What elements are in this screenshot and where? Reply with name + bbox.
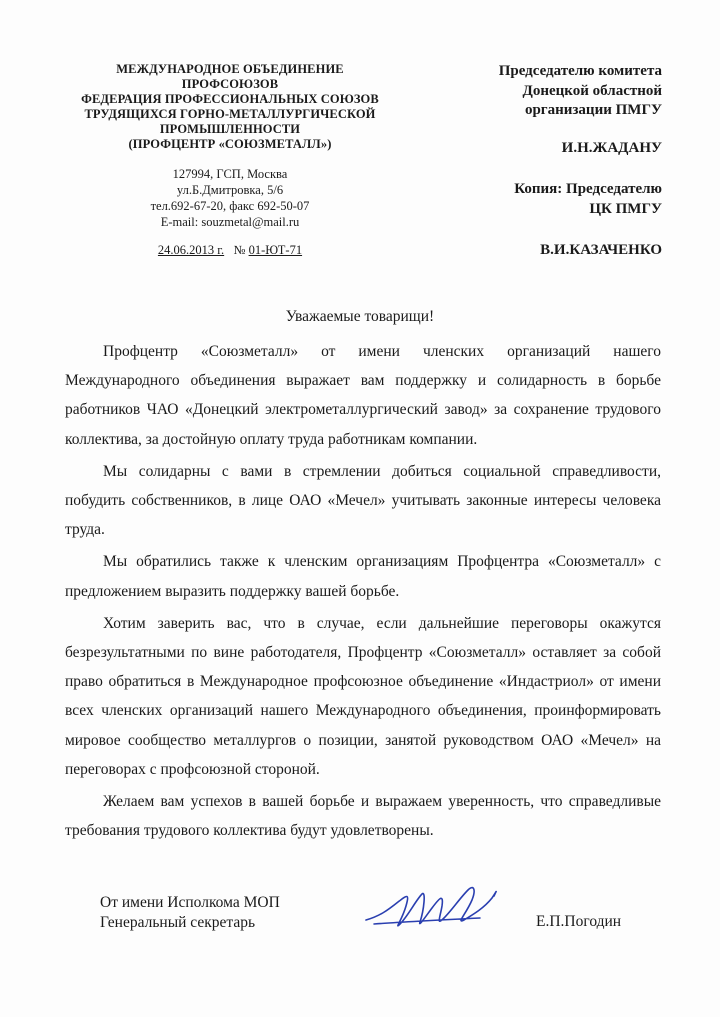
copy-line: Копия: Председателю xyxy=(514,181,662,197)
address-line: 127994, ГСП, Москва xyxy=(172,167,288,181)
addressee-name: И.Н.ЖАДАНУ xyxy=(561,139,662,156)
organization-name xyxy=(60,62,400,152)
org-name-line: ФЕДЕРАЦИЯ ПРОФЕССИОНАЛЬНЫХ СОЮЗОВ xyxy=(81,92,379,106)
org-name-line: ПРОФСОЮЗОВ xyxy=(181,77,279,91)
signatory-name: Е.П.Погодин xyxy=(536,913,622,930)
copy-line: ЦК ПМГУ xyxy=(589,200,662,217)
address-line: тел.692-67-20, факс 692-50-07 xyxy=(150,199,310,213)
document-date: 24.06.2013 г. xyxy=(157,243,225,257)
org-name-line: (ПРОФЦЕНТР «СОЮЗМЕТАЛЛ») xyxy=(128,137,332,151)
org-name-line: ПРОМЫШЛЕННОСТИ xyxy=(159,122,301,136)
letter-body xyxy=(65,337,661,848)
paragraph: Желаем вам успехов в вашей борьбе и выражаем уверенность, что справедливые требования трудового коллектива будут удовлетворены. xyxy=(65,793,661,840)
org-name-line: МЕЖДУНАРОДНОЕ ОБЪЕДИНЕНИЕ xyxy=(116,62,344,76)
document-reference xyxy=(60,242,400,258)
document-number: 01-ЮТ-71 xyxy=(248,243,303,257)
paragraph: Мы обратились также к членским организациям Профцентра «Союзметалл» с предложением выразить поддержку вашей борьбе. xyxy=(65,553,661,600)
addressee-block xyxy=(432,62,662,261)
paragraph: Хотим заверить вас, что в случае, если дальнейшие переговоры окажутся безрезультатными по вине работодателя, Профцентр «Союзметалл» оставляет за собой право обратиться в Международное профсоюзное объединение «Индастриол» от имени всех членских организаций нашего Международного объединения, проинформировать мировое сообщество металлургов о позиции, занятой руководством ОАО «Мечел» на переговорах с профсоюзной стороной. xyxy=(65,614,661,778)
copy-addressee-name: В.И.КАЗАЧЕНКО xyxy=(540,242,662,258)
addressee-line: организации ПМГУ xyxy=(524,102,662,118)
number-sign: № xyxy=(233,243,246,257)
addressee-line: Председателю комитета xyxy=(498,63,662,79)
email-line: E-mail: souzmetal@mail.ru xyxy=(160,215,300,229)
signature-stroke xyxy=(366,888,496,926)
signatory-line: Генеральный секретарь xyxy=(100,914,256,931)
org-name-line: ТРУДЯЩИХСЯ ГОРНО-МЕТАЛЛУРГИЧЕСКОЙ xyxy=(84,107,376,121)
addressee-line: Донецкой областной xyxy=(522,82,662,99)
organization-address xyxy=(60,166,400,230)
organization-header xyxy=(60,62,400,258)
signatory-line: От имени Исполкома МОП xyxy=(100,894,280,911)
paragraph: Мы солидарны с вами в стремлении добиться социальной справедливости, побудить собственников, в лице ОАО «Мечел» учитывать законные интересы человека труда. xyxy=(65,462,661,539)
address-line: ул.Б.Дмитровка, 5/6 xyxy=(176,183,284,197)
signatory-title xyxy=(100,893,280,933)
salutation: Уважаемые товарищи! xyxy=(285,308,435,325)
paragraph: Профцентр «Союзметалл» от имени членских организаций нашего Международного объединения выражает вам поддержку и солидарность в борьбе работников ЧАО «Донецкий электрометаллургический завод» за сохранение трудового коллектива, за достойную оплату труда работникам компании. xyxy=(65,343,661,448)
handwritten-signature xyxy=(360,880,530,940)
